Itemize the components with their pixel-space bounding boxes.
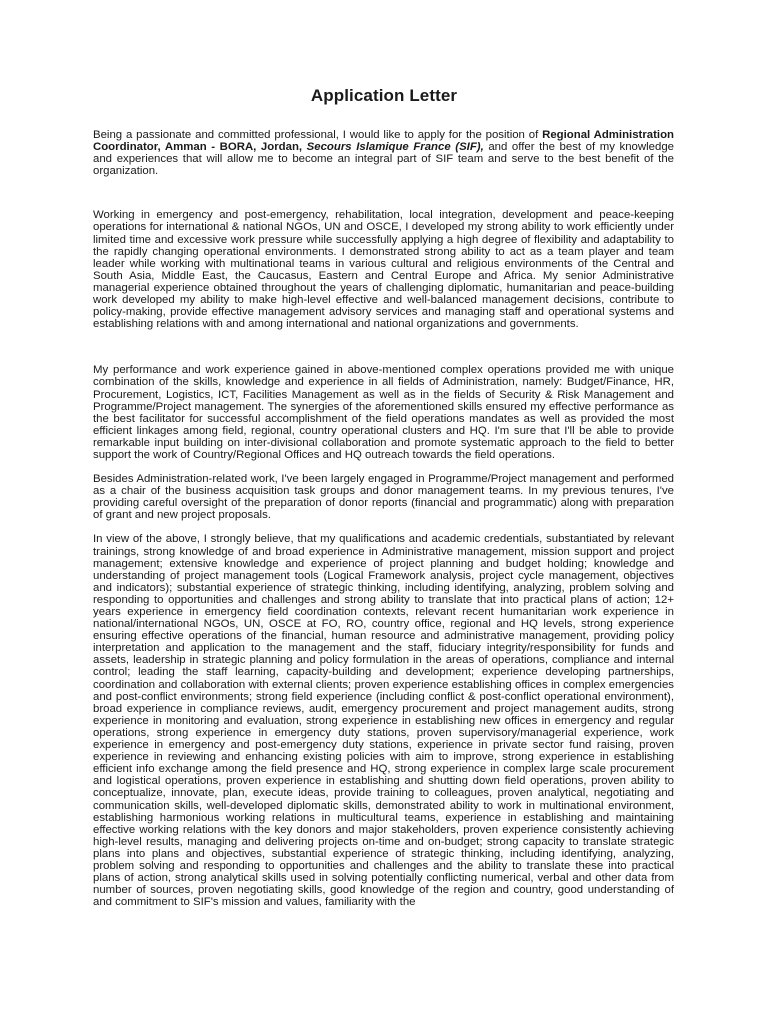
document-title: Application Letter <box>310 86 458 105</box>
letter-body <box>93 129 674 908</box>
paragraph-experience: Working in emergency and post-emergency, rehabilitation, local integration, development and peace-keeping operations for international & national NGOs, UN and OSCE, I developed my strong ability to work efficiently under limited time and excessive work pressure while successfully applying a high degree of flexibility and adaptability to the rapidly changing operational environments. I demonstrated strong ability to act as a team player and team leader while working with multinational teams in various cultural and religious environments of the Central and South Asia, Middle East, the Caucasus, Eastern and Central Europe and Africa. My senior Administrative managerial experience obtained throughout the years of challenging diplomatic, humanitarian and peace-building work developed my ability to make high-level effective and well-balanced management decisions, contribute to policy-making, provide effective management advisory services and managing staff and operational systems and establishing relations with and among international and national organizations and governments. <box>93 209 674 331</box>
paragraph-intro <box>93 129 674 177</box>
position-title: Regional Administration Coordinator, Amman - BORA, Jordan, <box>93 129 674 154</box>
intro-text-start: Being a passionate and committed professional, I would like to apply for the position of <box>93 129 543 141</box>
paragraph-programme-management: Besides Administration-related work, I've been largely engaged in Programme/Project management and performed as a chair of the business acquisition task groups and donor management teams. In my previous tenures, I've providing careful oversight of the preparation of donor reports (financial and programmatic) along with preparation of grant and new project proposals. <box>93 473 674 522</box>
organization-name: Secours Islamique France (SIF), <box>306 141 484 154</box>
intro-text-end: and offer the best of my knowledge and experiences that will allow me to become an integral part of SIF team and serve to the best benefit of the organization. <box>93 141 674 178</box>
paragraph-performance: My performance and work experience gained in above-mentioned complex operations provided me with unique combination of the skills, knowledge and experience in all fields of Administration, namely: Budget/Finance, HR, Procurement, Logistics, ICT, Facilities Management as well as in the fields of Security & Risk Management and Programme/Project management. The synergies of the aforementioned skills ensured my effective performance as the best facilitator for successful accomplishment of the field operations mandates as well as provided the most efficient linkages among field, regional, country operational clusters and HQ. I'm sure that I'll be able to provide remarkable input building on inter-divisional collaboration and promote systematic approach to the field to better support the work of Country/Regional Offices and HQ outreach towards the field operations. <box>93 364 674 461</box>
paragraph-qualifications: In view of the above, I strongly believe, that my qualifications and academic credentials, substantiated by relevant trainings, strong knowledge of and broad experience in Administrative management, mission support and project management; extensive knowledge and experience of project planning and budget holding; knowledge and understanding of project management tools (Logical Framework analysis, project cycle management, objectives and indicators); substantial experience of strategic thinking, including identifying, analyzing, problem solving and responding to opportunities and challenges and strong ability to translate that into practical plans of action; 12+ years experience in emergency field coordination contexts, relevant recent humanitarian work experience in national/international NGOs, UN, OSCE at FO, RO, country office, regional and HQ levels, strong experience ensuring effective operations of the financial, human resource and administrative management, providing policy interpretation and application to the management and the staff, fiduciary integrity/responsibility for funds and assets, leadership in strategic planning and policy formulation in the areas of operations, compliance and internal control; leading the staff learning, capacity-building and development; experience developing partnerships, coordination and collaboration with external clients; proven experience establishing offices in complex emergencies and post-conflict environments; strong field experience (including conflict & post-conflict operational environment), broad experience in compliance reviews, audit, emergency procurement and project management audits, strong experience in monitoring and evaluation, strong experience in establishing new offices in emergency and regular operations, strong experience in emergency duty stations, proven supervisory/managerial experience, work experience in emergency and post-emergency duty stations, experience in private sector fund raising, proven experience in reviewing and enhancing existing policies with aim to improve, strong experience in establishing efficient info exchange among the field presence and HQ, strong experience in complex large scale procurement and logistical operations, proven experience in establishing and shutting down field operations, proven ability to conceptualize, innovate, plan, execute ideas, provide training to colleagues, proven analytical, negotiating and communication skills, well-developed diplomatic skills, demonstrated ability to work in multinational environment, establishing harmonious working relations in multicultural teams, experience in establishing and maintaining effective working relations with the key donors and major stakeholders, proven experience consistently achieving high-level results, managing and delivering projects on-time and on-budget; strong capacity to translate strategic plans into plans and objectives, substantial experience of strategic thinking, including identifying, analyzing, problem solving and responding to opportunities and challenges and the ability to translate these into practical plans of action, strong analytical skills used in solving potentially conflicting numerical, verbal and other data from number of sources, proven negotiating skills, good knowledge of the region and country, good understanding of and commitment to SIF's mission and values, familiarity with the <box>93 533 674 909</box>
